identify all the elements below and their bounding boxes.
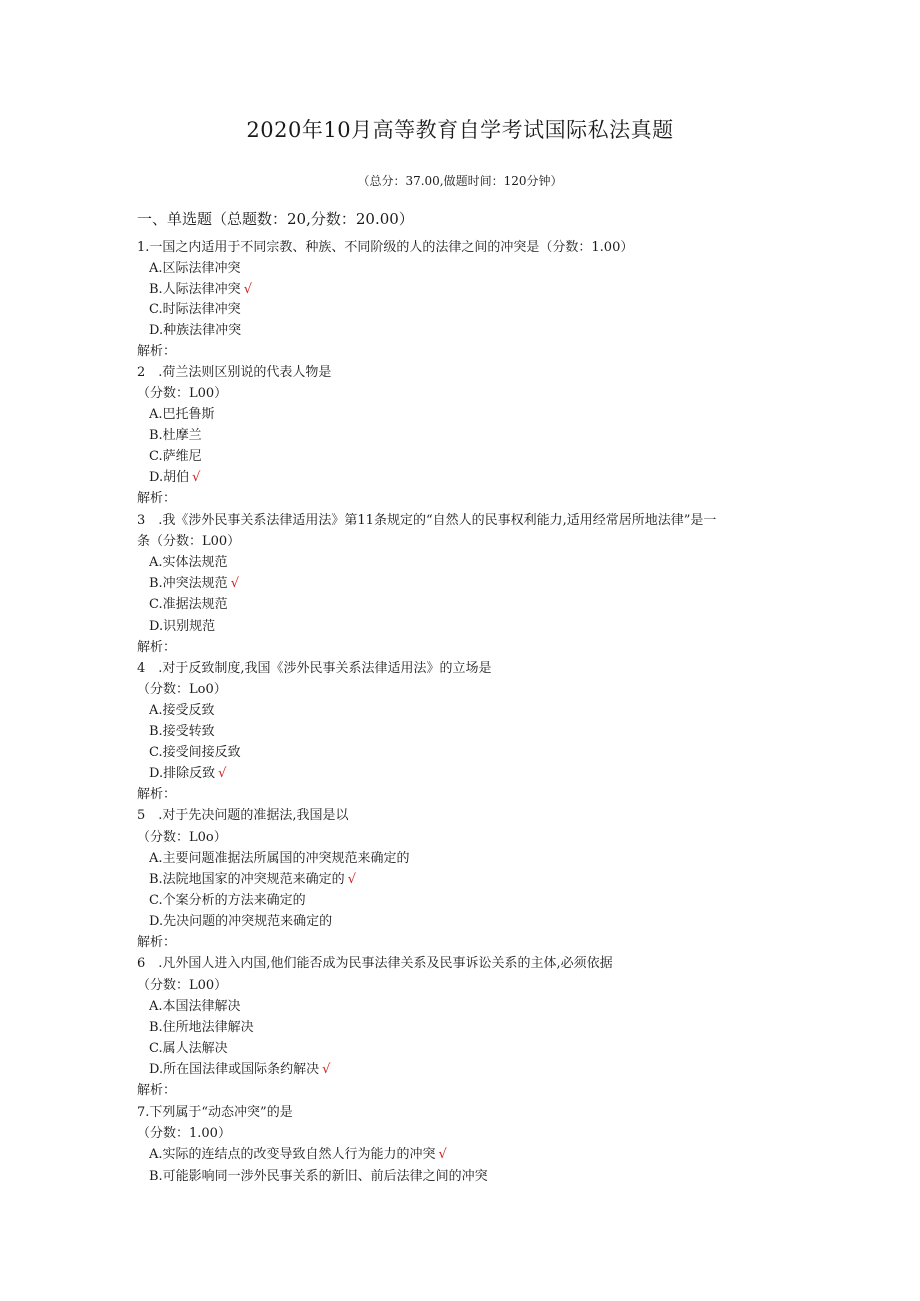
- correct-check-icon: √: [230, 576, 239, 591]
- question-4-option-d: D.排除反致 √: [149, 766, 227, 781]
- question-1-option-a: A.区际法律冲突: [149, 261, 241, 276]
- question-5-option-c: C.个案分析的方法来确定的: [149, 893, 306, 908]
- question-1-option-d: D.种族法律冲突: [149, 323, 242, 338]
- question-6-option-d: D.所在国法律或国际条约解决 √: [149, 1062, 331, 1077]
- question-4-option-b: B.接受转致: [149, 724, 215, 739]
- question-2-option-b: B.杜摩兰: [149, 428, 202, 443]
- question-1-option-b: B.人际法律冲突 √: [149, 282, 252, 297]
- question-3-stem: 3 .我《涉外民事关系法律适用法》第11条规定的“自然人的民事权利能力,适用经常居所地法律”是一: [137, 513, 717, 528]
- question-5-score: （分数：L0o）: [137, 830, 227, 845]
- question-7-option-b: B.可能影响同一涉外民事关系的新旧、前后法律之间的冲突: [149, 1169, 488, 1184]
- question-6-option-c: C.属人法解决: [149, 1041, 228, 1056]
- question-3-option-a: A.实体法规范: [149, 555, 228, 570]
- question-7-stem: 7.下列属于“动态冲突”的是: [137, 1105, 293, 1120]
- correct-check-icon: √: [347, 872, 356, 887]
- question-4-option-a: A.接受反致: [149, 703, 215, 718]
- question-2-analysis: 解析：: [137, 491, 177, 506]
- question-2-stem: 2 .荷兰法则区别说的代表人物是: [137, 365, 332, 380]
- question-2-option-c: C.萨维尼: [149, 449, 202, 464]
- exam-meta: （总分：37.00,做题时间：120分钟）: [357, 174, 563, 188]
- question-1-stem: 1.一国之内适用于不同宗教、种族、不同阶级的人的法律之间的冲突是（分数：1.00）: [137, 240, 634, 255]
- question-7-option-a: A.实际的连结点的改变导致自然人行为能力的冲突 √: [149, 1147, 447, 1162]
- question-3-option-c: C.准据法规范: [149, 597, 228, 612]
- question-5-option-a: A.主要问题准据法所属国的冲突规范来确定的: [149, 851, 410, 866]
- question-6-option-a: A.本国法律解决: [149, 999, 241, 1014]
- question-1-analysis: 解析：: [137, 344, 177, 359]
- question-2-option-d: D.胡伯 √: [149, 470, 201, 485]
- question-2-option-a: A.巴托鲁斯: [149, 407, 215, 422]
- question-4-stem: 4 .对于反致制度,我国《涉外民事关系法律适用法》的立场是: [137, 661, 492, 676]
- question-5-option-d: D.先决问题的冲突规范来确定的: [149, 914, 333, 929]
- question-3-analysis: 解析：: [137, 640, 177, 655]
- question-2-score: （分数：L00）: [137, 386, 228, 401]
- question-4-analysis: 解析：: [137, 787, 177, 802]
- correct-check-icon: √: [243, 282, 252, 297]
- question-4-option-c: C.接受间接反致: [149, 745, 241, 760]
- question-6-score: （分数：L00）: [137, 978, 228, 993]
- correct-check-icon: √: [218, 766, 227, 781]
- question-6-stem: 6 .凡外国人进入内国,他们能否成为民事法律关系及民事诉讼关系的主体,必须依据: [137, 956, 613, 971]
- question-5-stem: 5 .对于先决问题的准据法,我国是以: [137, 808, 349, 823]
- question-4-score: （分数：Lo0）: [137, 682, 227, 697]
- question-5-analysis: 解析：: [137, 935, 177, 950]
- question-1-option-c: C.时际法律冲突: [149, 302, 241, 317]
- section-heading: 一、单选题（总题数：20,分数：20.00）: [137, 210, 414, 228]
- question-5-option-b: B.法院地国家的冲突规范来确定的 √: [149, 872, 356, 887]
- question-7-score: （分数：1.00）: [137, 1126, 231, 1141]
- question-6-analysis: 解析：: [137, 1083, 177, 1098]
- question-3-option-d: D.识别规范: [149, 619, 216, 634]
- question-3-score: 条（分数：L00）: [137, 534, 241, 549]
- exam-title: 2020年10月高等教育自学考试国际私法真题: [246, 118, 674, 142]
- question-6-option-b: B.住所地法律解决: [149, 1020, 254, 1035]
- question-3-option-b: B.冲突法规范 √: [149, 576, 239, 591]
- correct-check-icon: √: [438, 1147, 447, 1162]
- correct-check-icon: √: [192, 470, 201, 485]
- correct-check-icon: √: [322, 1062, 331, 1077]
